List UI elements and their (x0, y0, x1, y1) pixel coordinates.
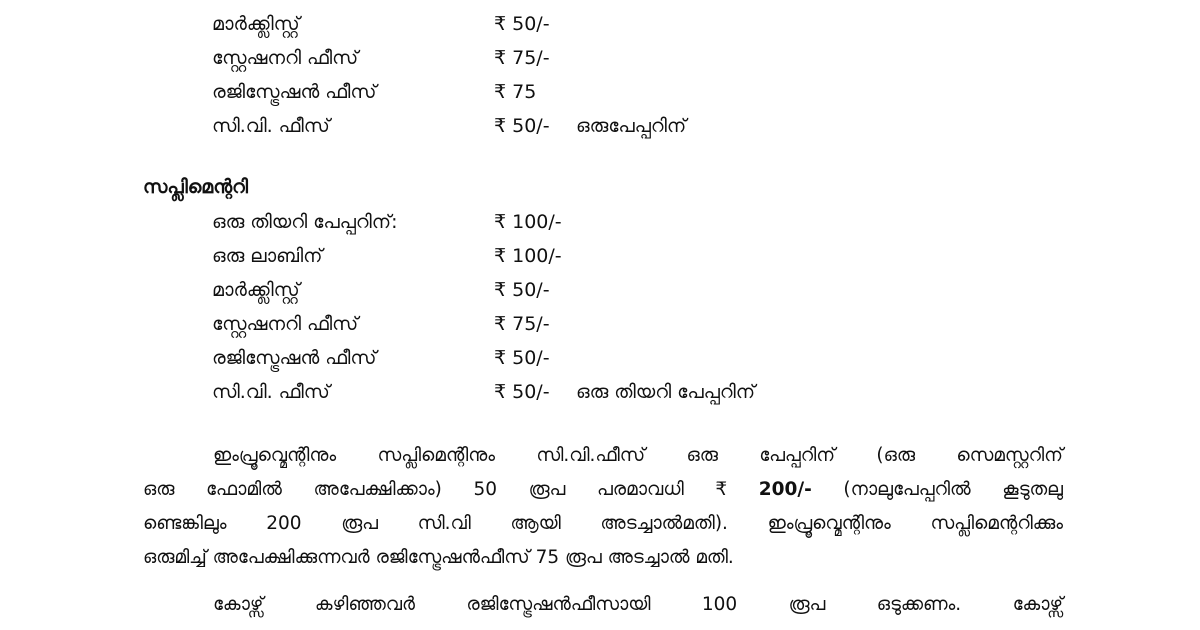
fee-label: മാർക്ക്ലിസ്റ്റ് (212, 13, 300, 35)
paragraph-line: ണ്ടെങ്കിലും 200 രൂപ സി.വി ആയി അടച്ചാൽമതി). ഇംപ്രൂവ്മെന്റിനും സപ്ലിമെന്ററിക്കും (143, 513, 1063, 534)
fee-amount: ₹ 50/- (494, 115, 550, 137)
paragraph-line: ഇംപ്രൂവ്മെന്റിനും സപ്ലിമെന്റിനും സി.വി.ഫീസ് ഒരു പേപ്പറിന് (ഒരു സെമസ്റ്ററിന് (213, 445, 1063, 466)
fee-amount: ₹ 75/- (494, 47, 550, 69)
fee-amount: ₹ 50/- (494, 279, 550, 301)
max-amount: 200/- (758, 479, 812, 500)
paragraph-line (143, 473, 1063, 507)
fee-amount: ₹ 50/- (494, 347, 550, 369)
fee-amount: ₹ 50/- (494, 13, 550, 35)
fee-row-marklist (212, 8, 574, 40)
fee-label: സ്റ്റേഷനറി ഫീസ് (212, 313, 359, 335)
paragraph-text: ഒരു ഫോമിൽ അപേക്ഷിക്കാം) 50 രൂപ പരമാവധി ₹ (143, 479, 759, 500)
fee-amount: ₹ 50/- (494, 381, 550, 403)
paragraph-line: കോഴ്സ് കഴിഞ്ഞവർ രജിസ്ട്രേഷൻഫീസായി 100 രൂപ ഒടുക്കണം. കോഴ്സ് (213, 594, 1063, 615)
fee-label: ഒരു തിയറി പേപ്പറിന്: (212, 211, 398, 233)
fee-label: സ്റ്റേഷനറി ഫീസ് (212, 47, 359, 69)
fee-row-stationery (212, 42, 574, 74)
fee-row-marklist (212, 274, 574, 306)
fee-row-lab (212, 240, 574, 272)
fee-amount: ₹ 75/- (494, 313, 550, 335)
fee-label: രജിസ്ട്രേഷൻ ഫീസ് (212, 81, 377, 103)
fee-row-registration (212, 342, 574, 374)
fee-row-theory-paper (212, 206, 574, 238)
paragraph-text: (നാലുപേപ്പറിൽ കൂടുതലു (811, 479, 1063, 500)
fee-row-cv (212, 110, 686, 142)
fee-label: സി.വി. ഫീസ് (212, 115, 330, 137)
fee-label: സി.വി. ഫീസ് (212, 381, 330, 403)
fee-amount: ₹ 100/- (494, 245, 562, 267)
fee-row-cv (212, 376, 755, 408)
paragraph-course-completed (143, 588, 1063, 622)
fee-note: ഒരുപേപ്പറിന് (576, 115, 687, 137)
fee-amount: ₹ 75 (494, 81, 537, 103)
paragraph-line: ഒരുമിച്ച് അപേക്ഷിക്കുന്നവർ രജിസ്ട്രേഷൻഫീസ് 75 രൂപ അടച്ചാൽ മതി. (143, 547, 734, 568)
paragraph-cv-fee (143, 439, 1063, 575)
fee-label: രജിസ്ട്രേഷൻ ഫീസ് (212, 347, 377, 369)
fee-note: ഒരു തിയറി പേപ്പറിന് (576, 381, 756, 403)
fee-row-stationery (212, 308, 574, 340)
fee-label: മാർക്ക്ലിസ്റ്റ് (212, 279, 300, 301)
fee-amount: ₹ 100/- (494, 211, 562, 233)
fee-row-registration (212, 76, 574, 108)
section-heading-supplementary: സപ്ലിമെന്ററി (143, 176, 249, 198)
fee-label: ഒരു ലാബിന് (212, 245, 323, 267)
